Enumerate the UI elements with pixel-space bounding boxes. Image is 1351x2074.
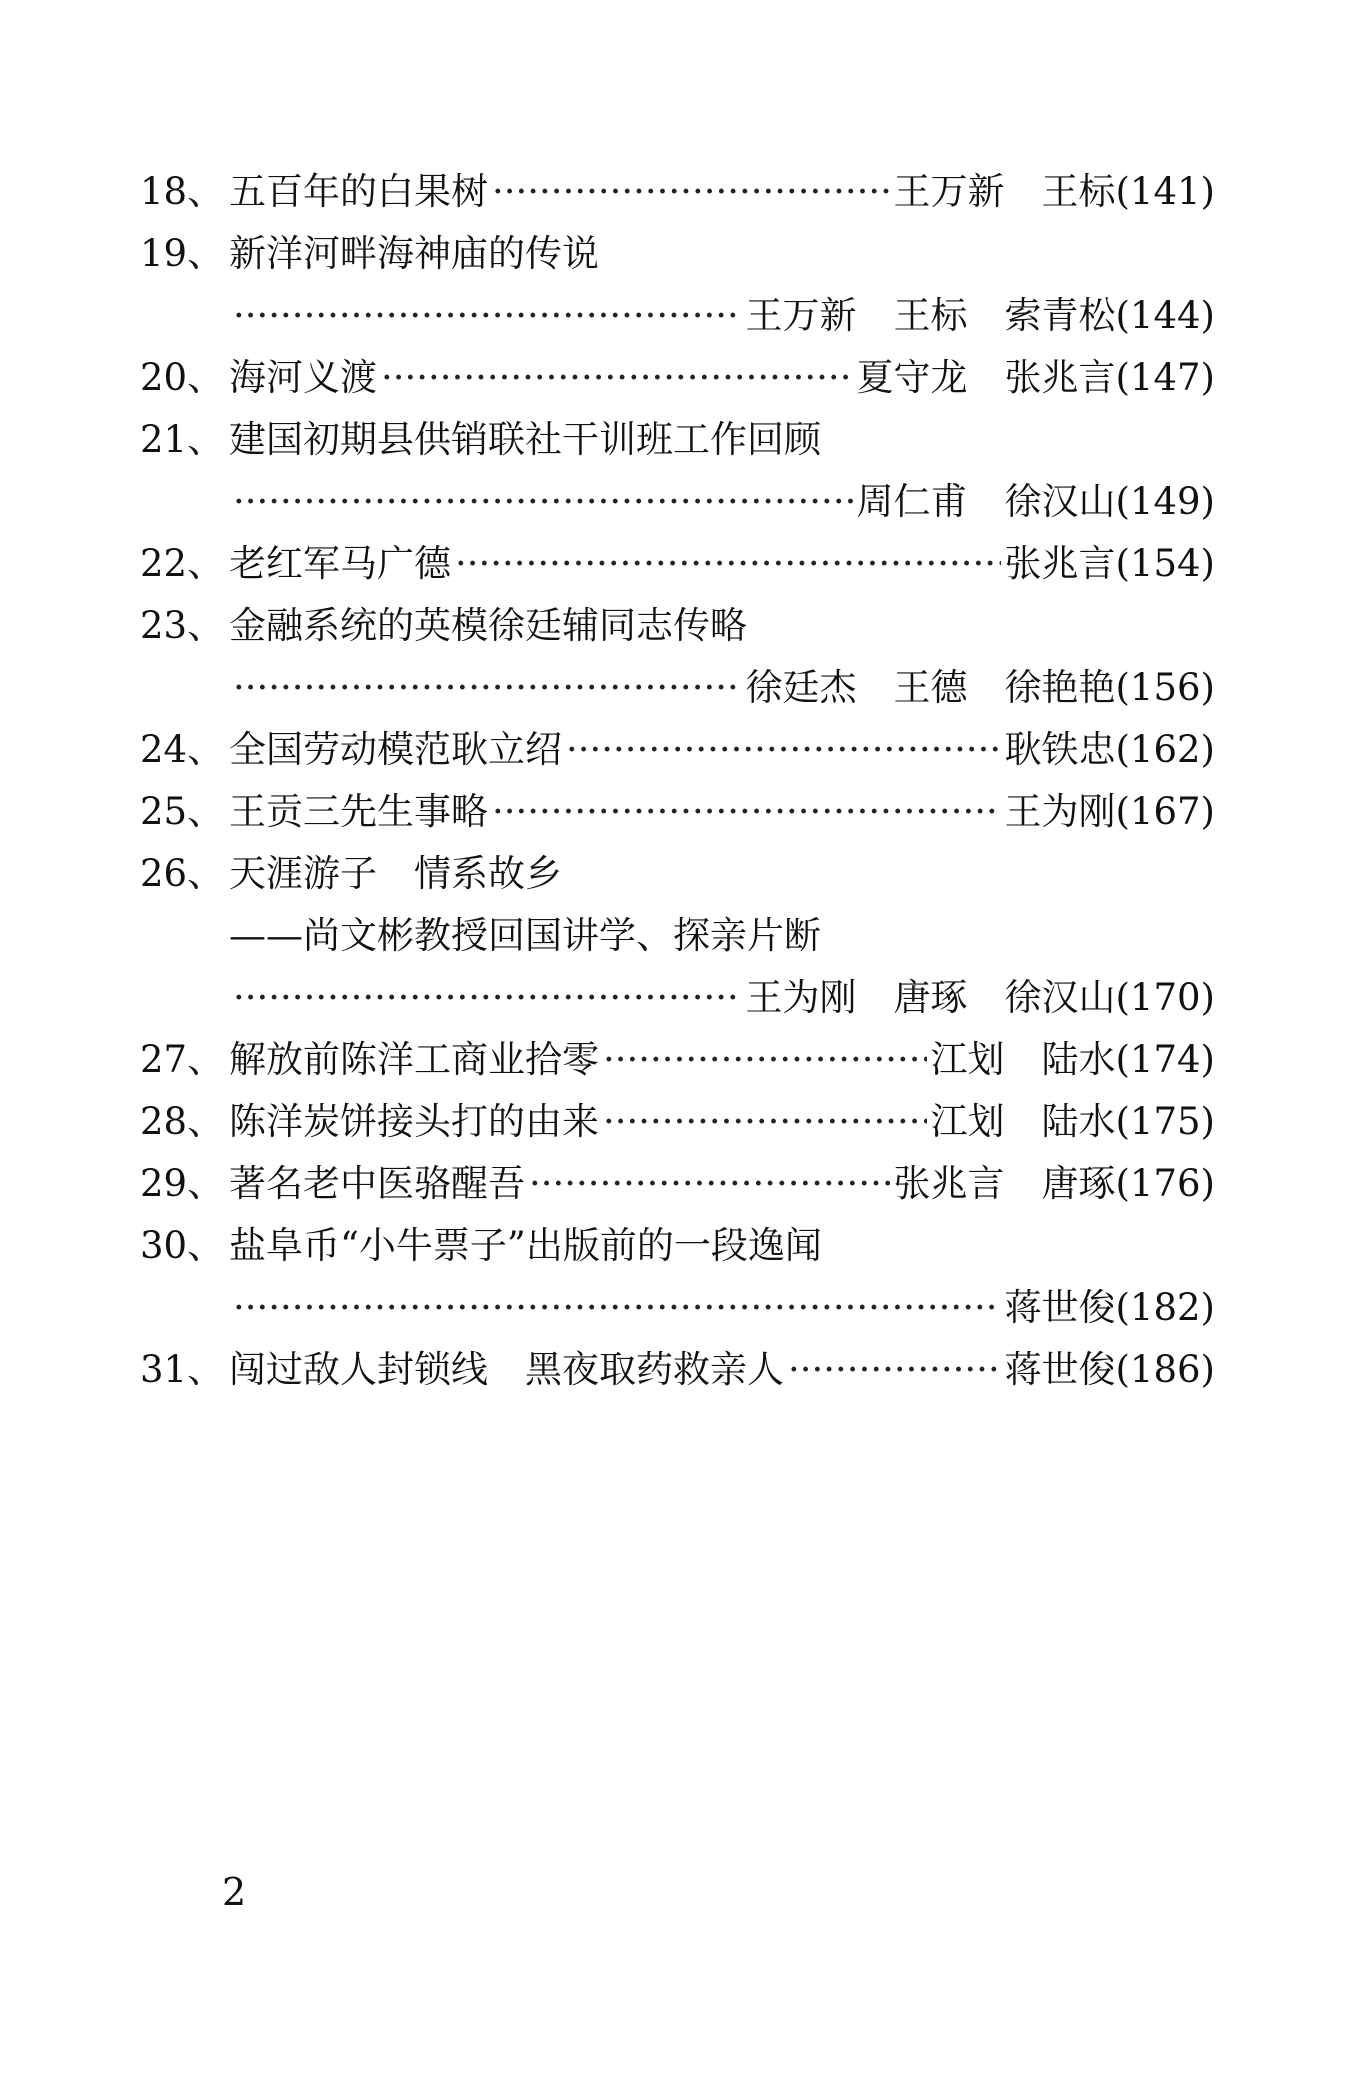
entry-title: 闯过敌人封锁线 黑夜取药救亲人 (229, 1347, 784, 1391)
entry-page: (147) (1115, 355, 1215, 399)
entry-title: 五百年的白果树 (229, 169, 488, 213)
toc-entry-19-continuation (140, 284, 1215, 346)
entry-number: 27、 (140, 1037, 225, 1081)
dot-leader (566, 731, 1001, 768)
entry-authors: 张兆言 唐琢 (893, 1161, 1116, 1205)
toc-entry-23-continuation (140, 656, 1215, 718)
toc-entry-20 (140, 346, 1215, 408)
entry-title: 金融系统的英模徐廷辅同志传略 (229, 603, 747, 647)
toc-entry-28 (140, 1090, 1215, 1152)
toc-entry-25 (140, 780, 1215, 842)
entry-title: 解放前陈洋工商业拾零 (229, 1037, 599, 1081)
entry-number: 25、 (140, 789, 225, 833)
entry-authors: 蒋世俊 (1004, 1347, 1116, 1391)
toc-entry-21 (140, 408, 1215, 470)
entry-title: 新洋河畔海神庙的传说 (229, 231, 599, 275)
entry-number: 29、 (140, 1161, 225, 1205)
entry-page: (186) (1115, 1347, 1215, 1391)
dot-leader (381, 359, 853, 396)
entry-title: 建国初期县供销联社干训班工作回顾 (229, 417, 821, 461)
entry-page: (182) (1115, 1285, 1215, 1329)
entry-subtitle: ——尚文彬教授回国讲学、探亲片断 (229, 913, 821, 957)
entry-number: 28、 (140, 1099, 225, 1143)
entry-title: 王贡三先生事略 (229, 789, 488, 833)
table-of-contents (140, 160, 1215, 1400)
entry-number: 18、 (140, 169, 225, 213)
entry-number: 30、 (140, 1223, 225, 1267)
entry-authors: 王万新 王标 (893, 169, 1116, 213)
entry-number: 24、 (140, 727, 225, 771)
entry-number: 22、 (140, 541, 225, 585)
entry-authors: 张兆言 (1004, 541, 1116, 585)
entry-title: 盐阜币“小牛票子”出版前的一段逸闻 (229, 1223, 822, 1267)
toc-entry-19 (140, 222, 1215, 284)
entry-number: 23、 (140, 603, 225, 647)
entry-page: (174) (1115, 1037, 1215, 1081)
entry-title: 陈洋炭饼接头打的由来 (229, 1099, 599, 1143)
toc-entry-31 (140, 1338, 1215, 1400)
dot-leader (492, 793, 1001, 830)
entry-authors: 周仁甫 徐汉山 (856, 479, 1116, 523)
toc-entry-24 (140, 718, 1215, 780)
entry-title: 全国劳动模范耿立绍 (229, 727, 562, 771)
toc-entry-29 (140, 1152, 1215, 1214)
toc-entry-30 (140, 1214, 1215, 1276)
entry-number: 26、 (140, 851, 225, 895)
dot-leader (233, 669, 742, 706)
entry-authors: 王为刚 (1004, 789, 1116, 833)
dot-leader (233, 483, 853, 520)
entry-authors: 夏守龙 张兆言 (856, 355, 1116, 399)
entry-authors: 江划 陆水 (930, 1099, 1116, 1143)
entry-page: (170) (1115, 975, 1215, 1019)
dot-leader (233, 979, 742, 1016)
entry-page: (144) (1115, 293, 1215, 337)
dot-leader (529, 1165, 890, 1202)
entry-page: (156) (1115, 665, 1215, 709)
dot-leader (492, 173, 890, 210)
entry-authors: 王为刚 唐琢 徐汉山 (745, 975, 1116, 1019)
entry-page: (175) (1115, 1099, 1215, 1143)
dot-leader (788, 1351, 1001, 1388)
toc-entry-23 (140, 594, 1215, 656)
entry-page: (149) (1115, 479, 1215, 523)
entry-number: 21、 (140, 417, 225, 461)
dot-leader (603, 1041, 927, 1078)
toc-entry-18 (140, 160, 1215, 222)
toc-entry-26 (140, 842, 1215, 904)
dot-leader (233, 297, 742, 334)
entry-title: 著名老中医骆醒吾 (229, 1161, 525, 1205)
toc-entry-30-continuation (140, 1276, 1215, 1338)
entry-number: 20、 (140, 355, 225, 399)
entry-page: (141) (1115, 169, 1215, 213)
entry-page: (162) (1115, 727, 1215, 771)
toc-entry-26-subtitle (140, 904, 1215, 966)
entry-number: 19、 (140, 231, 225, 275)
toc-entry-21-continuation (140, 470, 1215, 532)
entry-authors: 蒋世俊 (1004, 1285, 1116, 1329)
toc-entry-27 (140, 1028, 1215, 1090)
entry-authors: 耿铁忠 (1004, 727, 1116, 771)
entry-title: 老红军马广德 (229, 541, 451, 585)
dot-leader (455, 545, 1001, 582)
entry-page: (176) (1115, 1161, 1215, 1205)
entry-page: (154) (1115, 541, 1215, 585)
page-number: 2 (222, 1870, 247, 1914)
dot-leader (603, 1103, 927, 1140)
toc-entry-26-continuation (140, 966, 1215, 1028)
entry-page: (167) (1115, 789, 1215, 833)
entry-title: 海河义渡 (229, 355, 377, 399)
entry-title: 天涯游子 情系故乡 (229, 851, 562, 895)
dot-leader (233, 1289, 1001, 1326)
entry-number: 31、 (140, 1347, 225, 1391)
entry-authors: 徐廷杰 王德 徐艳艳 (745, 665, 1116, 709)
toc-entry-22 (140, 532, 1215, 594)
entry-authors: 江划 陆水 (930, 1037, 1116, 1081)
entry-authors: 王万新 王标 索青松 (745, 293, 1116, 337)
